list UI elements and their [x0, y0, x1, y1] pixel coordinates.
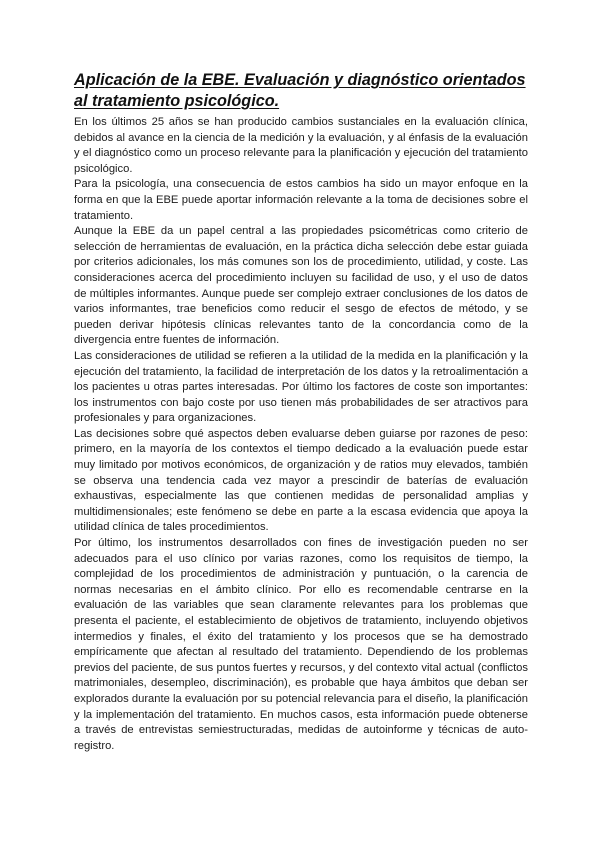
- paragraph-6: Por último, los instrumentos desarrollados con fines de investigación pueden no ser adecuados para el uso clínico por varias razones, como los requisitos de tiempo, la complejidad de los procedimientos de administración y puntuación, o la carencia de normas necesarias en el ámbito clínico. Por ello es recomendable centrarse en la evaluación de las variables que sean claramente relevantes para los problemas que presenta el paciente, el establecimiento de objetivos de tratamiento, incluyendo objetivos intermedios y finales, el éxito del tratamiento y los procesos que se ha demostrado empíricamente que afectan al resultado del tratamiento. Dependiendo de los problemas previos del paciente, de sus puntos fuertes y recursos, y del contexto vital actual (conflictos matrimoniales, desempleo, discriminación), es probable que haya ámbitos que deban ser explorados durante la evaluación por su potencial relevancia para el diseño, la planificación y la implementación del tratamiento. En muchos casos, esta información puede obtenerse a través de entrevistas semiestructuradas, medidas de autoinforme y técnicas de auto-registro.: [74, 537, 528, 752]
- paragraph-3: Aunque la EBE da un papel central a las propiedades psicométricas como criterio de selección de herramientas de evaluación, en la práctica dicha selección debe estar guiada por criterios adicionales, los más comunes son los de procedimiento, utilidad, y coste. Las consideraciones acerca del procedimiento incluyen su facilidad de uso, y el uso de datos de múltiples informantes. Aunque puede ser complejo extraer conclusiones de los datos de varios informantes, trae beneficios como reducir el sesgo de efectos de método, y se pueden derivar hipótesis clínicas relevantes tanto de la concordancia como de la divergencia entre fuentes de información.: [74, 225, 528, 347]
- document-page: [74, 70, 528, 754]
- paragraph-2: Para la psicología, una consecuencia de estos cambios ha sido un mayor enfoque en la forma en que la EBE puede aportar información relevante a la toma de decisiones sobre el tratamiento.: [74, 178, 528, 222]
- paragraph-5: Las decisiones sobre qué aspectos deben evaluarse deben guiarse por razones de peso: primero, en la mayoría de los contextos el tiempo dedicado a la evaluación puede estar muy limitado por motivos económicos, de organización y de ratios muy elevados, también se observa una tendencia cada vez mayor a prescindir de baterías de evaluación exhaustivas, especialmente las que contienen medidas de personalidad amplias y multidimensionales; este fenómeno se debe en parte a la escasa evidencia que apoya la utilidad clínica de tales procedimientos.: [74, 427, 528, 534]
- document-title: Aplicación de la EBE. Evaluación y diagnóstico orientados al tratamiento psicológico.: [74, 71, 526, 110]
- paragraph-4: Las consideraciones de utilidad se refieren a la utilidad de la medida en la planificación y la ejecución del tratamiento, la facilidad de interpretación de los datos y la retroalimentación a los pacientes u otras partes interesadas. Por último los factores de coste son importantes: los instrumentos con bajo coste por uso tienen más probabilidades de ser atractivos para profesionales y para organizaciones.: [74, 349, 528, 425]
- paragraph-1: En los últimos 25 años se han producido cambios sustanciales en la evaluación clínica, debidos al avance en la ciencia de la medición y la evaluación, y al énfasis de la evaluación y el diagnóstico como un proceso relevante para la planificación y ejecución del tratamiento psicológico.: [74, 116, 529, 175]
